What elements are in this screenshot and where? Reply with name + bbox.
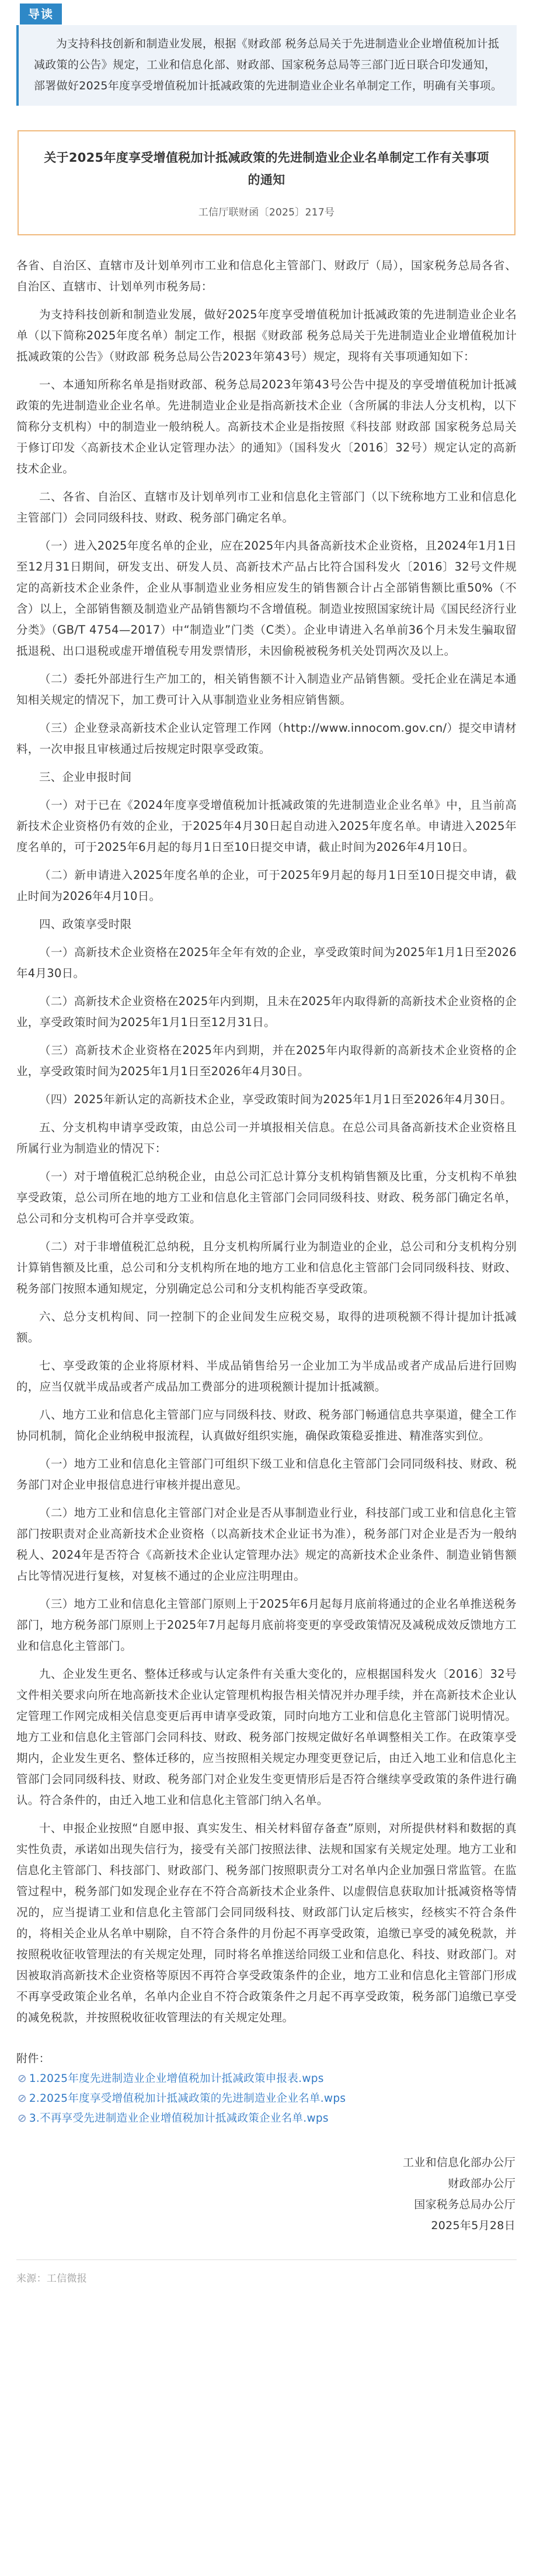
body-paragraph: （一）对于已在《2024年度享受增值税加计抵减政策的先进制造业企业名单》中，且当前高新技术企业资格仍有效的企业，于2025年4月30日起自动进入2025年度名单。申请进入2025年度名单的，可于2025年6月起的每月1日至10日提交申请，截止时间为2026年4月10日。 bbox=[16, 798, 517, 854]
body-paragraph: （三）企业登录高新技术企业认定管理工作网（http://www.innocom.gov.cn/）提交申请材料，一次申报且审核通过后按规定时限享受政策。 bbox=[16, 721, 517, 756]
notice-body bbox=[16, 304, 517, 2028]
source-credit: 来源：工信微报 bbox=[16, 2259, 517, 2301]
body-paragraph: （一）地方工业和信息化主管部门可组织下级工业和信息化主管部门会同同级科技、财政、税务部门对企业申报信息进行审核并提出意见。 bbox=[16, 1457, 517, 1492]
body-paragraph: （三）地方工业和信息化主管部门原则上于2025年6月起每月底前将通过的企业名单推送税务部门，地方税务部门原则上于2025年7月起每月底前将变更的享受政策情况及减税成效反馈地方工业和信息化主管部门。 bbox=[16, 1597, 517, 1653]
lead-summary: 为支持科技创新和制造业发展，根据《财政部 税务总局关于先进制造业企业增值税加计抵减政策的公告》规定，工业和信息化部、财政部、国家税务总局等三部门近日联合印发通知，部署做好2025年度享受增值税加计抵减政策的先进制造业企业名单制定工作，明确有关事项。 bbox=[16, 25, 517, 106]
body-paragraph: 七、享受政策的企业将原材料、半成品销售给另一企业加工为半成品或者产成品后进行回购的，应当仅就半成品或者产成品加工费部分的进项税额计提加计抵减额。 bbox=[16, 1359, 517, 1393]
body-paragraph: （一）进入2025年度名单的企业，应在2025年内具备高新技术企业资格，且2024年1月1日至12月31日期间，研发支出、研发人员、高新技术产品占比符合国科发火〔2016〕32号文件规定的高新技术企业条件，企业从事制造业业务相应发生的销售额合计占全部销售额比重50%（不含）以上，全部销售额及制造业产品销售额均不含增值税。制造业按照国家统计局《国民经济行业分类》（GB/T 4754—2017）中“制造业”门类（C类）。企业申请进入名单前36个月未发生骗取留抵退税、出口退税或虚开增值税专用发票情形，未因偷税被税务机关处罚两次及以上。 bbox=[16, 539, 517, 658]
lead-section bbox=[16, 0, 517, 106]
body-paragraph: （一）对于增值税汇总纳税企业，由总公司汇总计算分支机构销售额及比重，分支机构不单独享受政策，总公司所在地的地方工业和信息化主管部门会同同级科技、财政、税务部门确定名单，总公司和分支机构可合并享受政策。 bbox=[16, 1170, 517, 1225]
body-paragraph: 八、地方工业和信息化主管部门应与同级科技、财政、税务部门畅通信息共享渠道，健全工作协同机制，简化企业纳税申报流程，认真做好组织实施，确保政策稳妥推进、精准落实到位。 bbox=[16, 1408, 517, 1442]
body-paragraph: （二）地方工业和信息化主管部门对企业是否从事制造业行业，科技部门或工业和信息化主管部门按职责对企业高新技术企业资格（以高新技术企业证书为准），税务部门对企业是否为一般纳税人、2024年是否符合《高新技术企业认定管理办法》规定的高新技术企业条件、制造业销售额占比等情况进行复核，对复核不通过的企业应注明理由。 bbox=[16, 1506, 517, 1583]
paperclip-icon: ⊘ bbox=[18, 2073, 27, 2085]
body-paragraph: （二）委托外部进行生产加工的，相关销售额不计入制造业产品销售额。受托企业在满足本通知相关规定的情况下，加工费可计入从事制造业业务相应销售额。 bbox=[16, 672, 517, 707]
paperclip-icon: ⊘ bbox=[18, 2112, 27, 2125]
signing-date: 2025年5月28日 bbox=[431, 2219, 515, 2232]
attachment-link[interactable]: ⊘ 2.2025年度享受增值税加计抵减政策的先进制造业企业名单.wps bbox=[18, 2092, 346, 2105]
signatory: 国家税务总局办公厅 bbox=[414, 2198, 515, 2211]
attachments bbox=[16, 2048, 517, 2129]
document-number: 工信厅联财函〔2025〕217号 bbox=[198, 207, 335, 218]
addressee: 各省、自治区、直辖市及计划单列市工业和信息化主管部门、财政厅（局），国家税务总局各省、自治区、直辖市、计划单列市税务局： bbox=[16, 259, 517, 293]
body-paragraph: 二、各省、自治区、直辖市及计划单列市工业和信息化主管部门（以下统称地方工业和信息化主管部门）会同同级科技、财政、税务部门确定名单。 bbox=[16, 490, 517, 524]
body-paragraph: 为支持科技创新和制造业发展，做好2025年度享受增值税加计抵减政策的先进制造业企业名单（以下简称2025年度名单）制定工作，根据《财政部 税务总局关于先进制造业企业增值税加计抵减政策的公告》（财政部 税务总局公告2023年第43号）规定，现将有关事项通知如下： bbox=[16, 308, 517, 363]
body-paragraph: 三、企业申报时间 bbox=[39, 770, 132, 784]
body-paragraph: 六、总分支机构间、同一控制下的企业间发生应税交易，取得的进项税额不得计提加计抵减额。 bbox=[16, 1310, 517, 1344]
body-paragraph: （二）对于非增值税汇总纳税，且分支机构所属行业为制造业的企业，总公司和分支机构分别计算销售额及比重，总公司和分支机构所在地的地方工业和信息化主管部门会同同级科技、财政、税务部门按照本通知规定，分别确定总公司和分支机构能否享受政策。 bbox=[16, 1240, 517, 1295]
attachments-heading: 附件： bbox=[16, 2052, 50, 2065]
body-paragraph: 四、政策享受时限 bbox=[39, 917, 132, 931]
body-paragraph: （一）高新技术企业资格在2025年全年有效的企业，享受政策时间为2025年1月1日至2026年4月30日。 bbox=[16, 945, 517, 980]
body-paragraph: （二）新申请进入2025年度名单的企业，可于2025年9月起的每月1日至10日提交申请，截止时间为2026年4月10日。 bbox=[16, 868, 517, 903]
notice-title-box bbox=[18, 130, 515, 235]
body-paragraph: 五、分支机构申请享受政策，由总公司一并填报相关信息。在总公司具备高新技术企业资格且所属行业为制造业的情况下： bbox=[16, 1121, 517, 1155]
paperclip-icon: ⊘ bbox=[18, 2092, 27, 2105]
signature-block bbox=[16, 2152, 517, 2236]
attachment-link[interactable]: ⊘ 3.不再享受先进制造业企业增值税加计抵减政策企业名单.wps bbox=[18, 2112, 329, 2125]
notice-title-line-2: 的通知 bbox=[248, 173, 285, 187]
signatory: 财政部办公厅 bbox=[448, 2177, 515, 2190]
body-paragraph: （二）高新技术企业资格在2025年内到期，且未在2025年内取得新的高新技术企业资格的企业，享受政策时间为2025年1月1日至12月31日。 bbox=[16, 995, 517, 1029]
signatory: 工业和信息化部办公厅 bbox=[402, 2156, 515, 2169]
notice-title-line-1: 关于2025年度享受增值税加计抵减政策的先进制造业企业名单制定工作有关事项 bbox=[44, 151, 489, 165]
lead-tag: 导读 bbox=[20, 4, 62, 25]
body-paragraph: 一、本通知所称名单是指财政部、税务总局2023年第43号公告中提及的享受增值税加计抵减政策的先进制造业企业名单。先进制造业企业是指高新技术企业（含所属的非法人分支机构，以下简称分支机构）中的制造业一般纳税人。高新技术企业是指按照《科技部 财政部 国家税务总局关于修订印发〈高新技术企业认定管理办法〉的通知》（国科发火〔2016〕32号）规定认定的高新技术企业。 bbox=[16, 378, 517, 475]
body-paragraph: （三）高新技术企业资格在2025年内到期，并在2025年内取得新的高新技术企业资格的企业，享受政策时间为2025年1月1日至2026年4月30日。 bbox=[16, 1044, 517, 1078]
body-paragraph: 十、申报企业按照“自愿申报、真实发生、相关材料留存备查”原则，对所提供材料和数据的真实性负责，承诺如出现失信行为，接受有关部门按照法律、法规和国家有关规定处理。地方工业和信息化主管部门、科技部门、财政部门、税务部门按照职责分工对名单内企业加强日常监管。在监管过程中，税务部门如发现企业存在不符合高新技术企业条件、以虚假信息获取加计抵减资格等情况的，应当提请工业和信息化主管部门会同同级科技、财政部门认定后核实，经核实不符合条件的，将相关企业从名单中剔除，自不符合条件的月份起不再享受政策，追缴已享受的减免税款，并按照税收征收管理法的有关规定处理，同时将名单推送给同级工业和信息化、科技、财政部门。对因被取消高新技术企业资格等原因不再符合享受政策条件的企业，地方工业和信息化主管部门形成不再享受政策企业名单，名单内企业自不符合政策条件之月起不再享受政策，税务部门追缴已享受的减免税款，并按照税收征收管理法的有关规定处理。 bbox=[16, 1821, 517, 2024]
body-paragraph: （四）2025年新认定的高新技术企业，享受政策时间为2025年1月1日至2026年4月30日。 bbox=[39, 1093, 513, 1106]
attachment-link[interactable]: ⊘ 1.2025年度先进制造业企业增值税加计抵减政策申报表.wps bbox=[18, 2073, 324, 2085]
body-paragraph: 九、企业发生更名、整体迁移或与认定条件有关重大变化的，应根据国科发火〔2016〕32号文件相关要求向所在地高新技术企业认定管理机构报告相关情况并办理手续，并在高新技术企业认定管理工作网完成相关信息变更后再申请享受政策，同时向地方工业和信息化主管部门说明情况。地方工业和信息化主管部门会同科技、财政、税务部门按规定做好名单调整相关工作。在政策享受期内，企业发生更名、整体迁移的，应当按照相关规定办理变更登记后，由迁入地工业和信息化主管部门会同同级科技、财政、税务部门对企业发生变更情形后是否符合继续享受政策的条件进行确认。符合条件的，由迁入地工业和信息化主管部门纳入名单。 bbox=[16, 1667, 517, 1807]
